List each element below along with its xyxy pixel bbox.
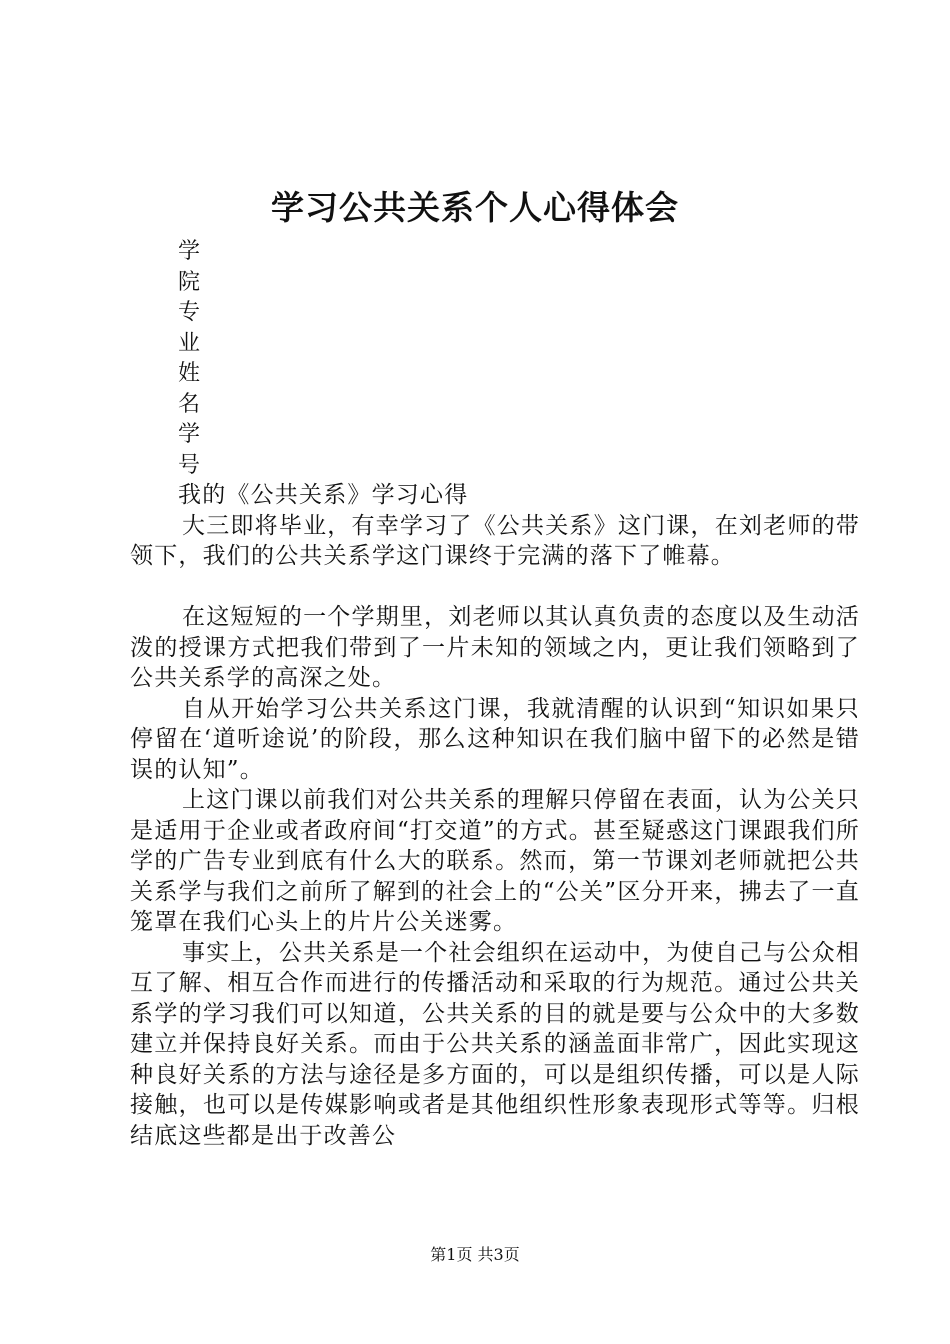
- subheading: 我的《公共关系》学习心得: [178, 482, 469, 508]
- field-char: 姓: [178, 361, 201, 386]
- field-char: 业: [178, 330, 201, 356]
- paragraph: 上这门课以前我们对公共关系的理解只停留在表面，认为公关只是适用于企业或者政府间“打交道”的方式。甚至疑惑这门课跟我们所学的广告专业到底有什么大的联系。然而，第一节课刘老师就把公共关系学与我们之前所了解到的社会上的“公关”区分开来，拂去了一直笼罩在我们心头上的片片公关迷雾。: [130, 787, 860, 935]
- paragraph: 在这短短的一个学期里，刘老师以其认真负责的态度以及生动活泼的授课方式把我们带到了一片未知的领域之内，更让我们领略到了公共关系学的高深之处。: [130, 604, 860, 691]
- document-body: [130, 480, 860, 1151]
- field-char: 专: [178, 300, 201, 325]
- paragraph-gap: [130, 572, 860, 603]
- field-char: 号: [178, 452, 201, 478]
- field-char: 名: [178, 391, 201, 417]
- field-char: 学: [178, 422, 201, 447]
- page-indicator: 第1页 共3页: [430, 1245, 520, 1264]
- paragraph: 大三即将毕业，有幸学习了《公共关系》这门课，在刘老师的带领下，我们的公共关系学这门课终于完满的落下了帷幕。: [130, 512, 860, 569]
- field-char: 学: [178, 239, 201, 264]
- document-title: 学习公共关系个人心得体会: [271, 188, 679, 227]
- field-char: 院: [178, 269, 201, 295]
- paragraph: 事实上，公共关系是一个社会组织在运动中，为使自己与公众相互了解、相互合作而进行的传播活动和采取的行为规范。通过公共关系学的学习我们可以知道，公共关系的目的就是要与公众中的大多数建立并保持良好关系。而由于公共关系的涵盖面非常广，因此实现这种良好关系的方法与途径是多方面的，可以是组织传播，可以是人际接触，也可以是传媒影响或者是其他组织性形象表现形式等等。归根结底这些都是出于改善公: [130, 939, 860, 1149]
- paragraph: 自从开始学习公共关系这门课，我就清醒的认识到“知识如果只停留在‘道听途说’的阶段，那么这种知识在我们脑中留下的必然是错误的认知”。: [130, 695, 860, 783]
- student-info-fields: [178, 237, 208, 481]
